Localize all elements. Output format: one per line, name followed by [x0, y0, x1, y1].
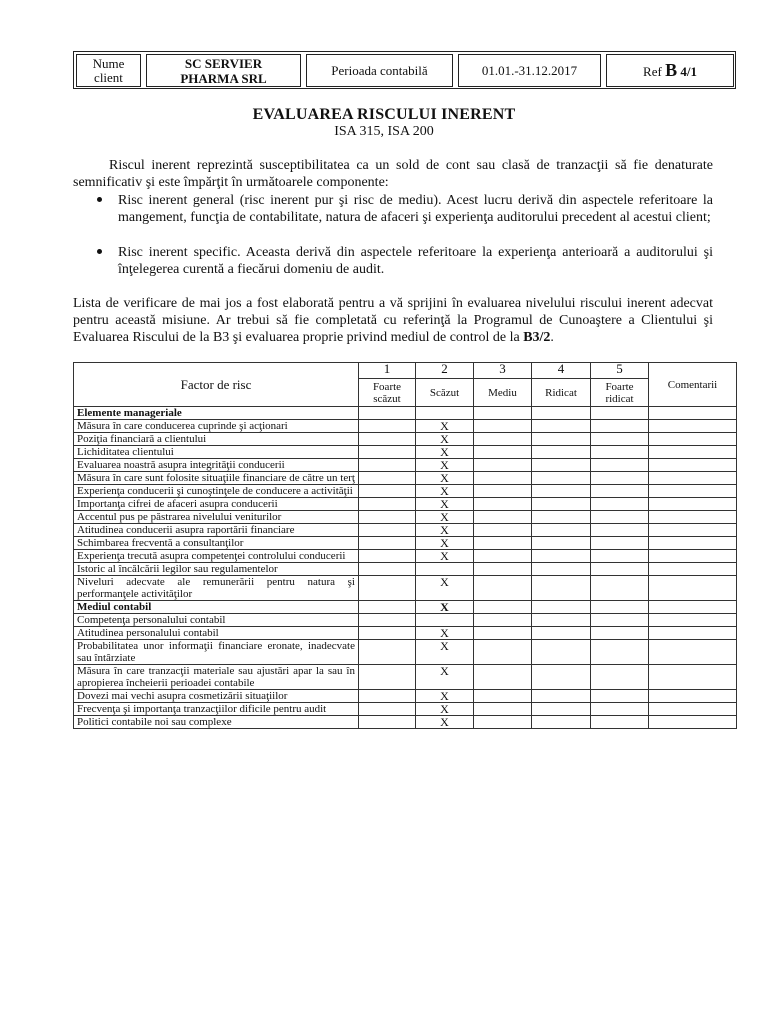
rating-cell-2: X [416, 550, 474, 563]
rating-cell-2 [416, 407, 474, 420]
rating-cell-5 [591, 498, 649, 511]
table-row [74, 537, 737, 550]
rating-cell-4 [532, 716, 591, 729]
level-label-1: Foarte scăzut [359, 379, 416, 407]
rating-cell-3 [474, 563, 532, 576]
level-num-4: 4 [532, 363, 591, 379]
comment-cell [649, 627, 737, 640]
rating-cell-5 [591, 524, 649, 537]
rating-cell-2: X [416, 498, 474, 511]
risk-factor-label: Istoric al încălcării legilor sau regulamentelor [74, 563, 359, 576]
rating-cell-3 [474, 420, 532, 433]
rating-cell-2: X [416, 627, 474, 640]
rating-cell-4 [532, 498, 591, 511]
level-num-5: 5 [591, 363, 649, 379]
risk-factor-label: Evaluarea noastră asupra integrităţii conducerii [74, 459, 359, 472]
page-subtitle: ISA 315, ISA 200 [334, 124, 434, 139]
rating-cell-4 [532, 472, 591, 485]
rating-cell-2: X [416, 485, 474, 498]
rating-cell-1 [359, 485, 416, 498]
rating-cell-1 [359, 524, 416, 537]
rating-cell-3 [474, 537, 532, 550]
risk-factor-label: Atitudinea conducerii asupra raportării financiare [74, 524, 359, 537]
level-num-3: 3 [474, 363, 532, 379]
comment-cell [649, 459, 737, 472]
rating-cell-4 [532, 690, 591, 703]
rating-cell-1 [359, 563, 416, 576]
comment-cell [649, 640, 737, 665]
rating-cell-4 [532, 420, 591, 433]
risk-factor-label: Poziţia financiară a clientului [74, 433, 359, 446]
table-row [74, 511, 737, 524]
rating-cell-1 [359, 665, 416, 690]
factor-header-label: Factor de risc [180, 376, 252, 392]
rating-cell-5 [591, 407, 649, 420]
comment-cell [649, 576, 737, 601]
level-num-2: 2 [416, 363, 474, 379]
level-label-5: Foarte ridicat [591, 379, 649, 407]
section-row [74, 407, 737, 420]
risk-factor-label: Lichiditatea clientului [74, 446, 359, 459]
level-label-4: Ridicat [532, 379, 591, 407]
rating-cell-3 [474, 485, 532, 498]
rating-cell-4 [532, 537, 591, 550]
comment-cell [649, 665, 737, 690]
rating-cell-3 [474, 472, 532, 485]
comments-header-label: Comentarii [667, 378, 718, 391]
rating-cell-3 [474, 716, 532, 729]
rating-cell-5 [591, 446, 649, 459]
comment-cell [649, 703, 737, 716]
table-row [74, 472, 737, 485]
table-row [74, 627, 737, 640]
comment-cell [649, 472, 737, 485]
risk-factor-label: Dovezi mai vechi asupra cosmetizării situaţiilor [74, 690, 359, 703]
rating-cell-1 [359, 614, 416, 627]
comment-cell [649, 550, 737, 563]
header-table [76, 54, 734, 87]
rating-cell-3 [474, 446, 532, 459]
risk-factor-label: Importanţa cifrei de afaceri asupra conducerii [74, 498, 359, 511]
rating-cell-2: X [416, 640, 474, 665]
table-row [74, 498, 737, 511]
rating-cell-5 [591, 576, 649, 601]
rating-cell-1 [359, 550, 416, 563]
bullet-dot-2 [97, 249, 102, 254]
rating-cell-5 [591, 459, 649, 472]
comment-cell [649, 407, 737, 420]
rating-cell-5 [591, 690, 649, 703]
risk-factor-label: Măsura în care tranzacţii materiale sau ajustări apar la sau în apropierea încheierii perioadei contabile [74, 665, 359, 690]
rating-cell-2: X [416, 716, 474, 729]
rating-cell-5 [591, 420, 649, 433]
rating-cell-5 [591, 640, 649, 665]
risk-factor-label: Experienţa conducerii şi cunoştinţele de conducere a activităţii [74, 485, 359, 498]
rating-cell-5 [591, 433, 649, 446]
rating-cell-3 [474, 614, 532, 627]
rating-cell-2: X [416, 459, 474, 472]
rating-cell-4 [532, 601, 591, 614]
rating-cell-3 [474, 601, 532, 614]
table-row [74, 459, 737, 472]
rating-cell-5 [591, 511, 649, 524]
client-name: SC SERVIER PHARMA SRL [180, 55, 267, 86]
table-row [74, 690, 737, 703]
rating-cell-3 [474, 407, 532, 420]
rating-cell-3 [474, 703, 532, 716]
rating-cell-3 [474, 690, 532, 703]
rating-cell-1 [359, 407, 416, 420]
risk-factor-label: Politici contabile noi sau complexe [74, 716, 359, 729]
period-value-cell [459, 55, 601, 87]
client-label: Nume client [92, 55, 125, 85]
rating-cell-4 [532, 459, 591, 472]
table-row [74, 716, 737, 729]
rating-cell-1 [359, 576, 416, 601]
rating-cell-1 [359, 459, 416, 472]
factor-header [74, 363, 359, 407]
risk-factor-label: Măsura în care sunt folosite situaţiile financiare de către un terţ [74, 472, 359, 485]
rating-cell-5 [591, 550, 649, 563]
table-row [74, 485, 737, 498]
rating-cell-5 [591, 716, 649, 729]
rating-cell-2: X [416, 537, 474, 550]
period-value: 01.01.-31.12.2017 [481, 62, 578, 78]
bullet-item-1: Risc inerent general (risc inerent pur şi risc de mediu). Acest lucru derivă din aspectele referitoare la mangement, funcţia de contabilitate, natura de afaceri şi experienţa auditorului precedent al acestui client; [118, 193, 713, 225]
level-label-2: Scăzut [416, 379, 474, 407]
rating-cell-2: X [416, 433, 474, 446]
rating-cell-1 [359, 472, 416, 485]
rating-cell-1 [359, 703, 416, 716]
rating-cell-3 [474, 640, 532, 665]
ref-number: 4/1 [680, 64, 697, 79]
rating-cell-2 [416, 614, 474, 627]
rating-cell-3 [474, 524, 532, 537]
comment-cell [649, 537, 737, 550]
rating-cell-3 [474, 511, 532, 524]
rating-cell-2 [416, 563, 474, 576]
rating-cell-4 [532, 703, 591, 716]
risk-factor-label: Competenţa personalului contabil [74, 614, 359, 627]
checklist-ref: B3/2 [523, 330, 551, 345]
rating-cell-5 [591, 472, 649, 485]
period-label: Perioada contabilă [331, 62, 428, 78]
comment-cell [649, 511, 737, 524]
risk-factor-label: Atitudinea personalului contabil [74, 627, 359, 640]
rating-cell-4 [532, 665, 591, 690]
rating-cell-2: X [416, 576, 474, 601]
rating-cell-5 [591, 601, 649, 614]
rating-cell-3 [474, 459, 532, 472]
rating-cell-5 [591, 563, 649, 576]
risk-factor-label: Niveluri adecvate ale remunerării pentru natura şi performanţele activităţilor [74, 576, 359, 601]
comment-cell [649, 485, 737, 498]
rating-cell-2: X [416, 472, 474, 485]
rating-cell-5 [591, 703, 649, 716]
table-row [74, 446, 737, 459]
rating-cell-5 [591, 537, 649, 550]
rating-cell-4 [532, 433, 591, 446]
risk-factor-label: Frecvenţa şi importanţa tranzacţiilor dificile pentru audit [74, 703, 359, 716]
rating-cell-2: X [416, 511, 474, 524]
comment-cell [649, 446, 737, 459]
table-row [74, 563, 737, 576]
rating-cell-4 [532, 407, 591, 420]
comment-cell [649, 498, 737, 511]
risk-factor-label: Măsura în care conducerea cuprinde şi acţionari [74, 420, 359, 433]
comment-cell [649, 524, 737, 537]
rating-cell-1 [359, 640, 416, 665]
section-row [74, 601, 737, 614]
rating-cell-4 [532, 511, 591, 524]
rating-cell-3 [474, 550, 532, 563]
rating-cell-3 [474, 498, 532, 511]
rating-cell-4 [532, 446, 591, 459]
rating-cell-2: X [416, 665, 474, 690]
table-row [74, 524, 737, 537]
rating-cell-4 [532, 640, 591, 665]
rating-cell-1 [359, 627, 416, 640]
comment-cell [649, 614, 737, 627]
ref-label: Ref [643, 64, 662, 79]
comment-cell [649, 690, 737, 703]
checklist-text: Lista de verificare de mai jos a fost elaborată pentru a vă sprijini în evaluarea nivelului riscului inerent adecvat pentru această misiune. Ar trebui să fie completată cu referinţă la Programul de Cunoaştere a Clientului şi Evaluarea Riscului de la B3 şi evaluarea proprie privind mediul de control de la [73, 296, 713, 345]
comment-cell [649, 563, 737, 576]
rating-cell-2: X [416, 524, 474, 537]
rating-cell-1 [359, 601, 416, 614]
rating-cell-5 [591, 627, 649, 640]
client-name-cell [147, 55, 301, 87]
rating-cell-2: X [416, 601, 474, 614]
level-label-3: Mediu [474, 379, 532, 407]
intro-text: Riscul inerent reprezintă susceptibilitatea ca un sold de cont sau clasă de tranzacţii să fie denaturate semnificativ şi este împărţit în următoarele componente: [73, 158, 713, 190]
rating-cell-2: X [416, 420, 474, 433]
risk-factor-label: Accentul pus pe păstrarea nivelului veniturilor [74, 511, 359, 524]
comment-cell [649, 433, 737, 446]
table-row [74, 614, 737, 627]
table-row [74, 703, 737, 716]
rating-cell-1 [359, 690, 416, 703]
rating-cell-1 [359, 420, 416, 433]
ref-letter: B [665, 60, 678, 80]
table-row [74, 550, 737, 563]
risk-table [73, 362, 737, 729]
rating-cell-5 [591, 665, 649, 690]
comment-cell [649, 420, 737, 433]
rating-cell-2: X [416, 690, 474, 703]
table-row [74, 640, 737, 665]
rating-cell-2: X [416, 446, 474, 459]
period-label-cell [307, 55, 453, 87]
table-row [74, 576, 737, 601]
comment-cell [649, 601, 737, 614]
rating-cell-4 [532, 524, 591, 537]
comments-header [649, 363, 737, 407]
checklist-paragraph [73, 295, 713, 346]
rating-cell-4 [532, 614, 591, 627]
client-label-cell [77, 55, 141, 87]
risk-factor-label: Probabilitatea unor informaţii financiare eronate, inadecvate sau întârziate [74, 640, 359, 665]
rating-cell-4 [532, 485, 591, 498]
risk-factor-label: Experienţa trecută asupra competenţei controlului conducerii [74, 550, 359, 563]
table-row [74, 665, 737, 690]
table-row [74, 433, 737, 446]
rating-cell-3 [474, 627, 532, 640]
bullet-item-2: Risc inerent specific. Aceasta derivă din aspectele referitoare la experienţa anterioară a auditorului şi înţelegerea curentă a fiecărui domeniu de audit. [118, 245, 713, 277]
table-row [74, 420, 737, 433]
rating-cell-4 [532, 550, 591, 563]
ref-cell [607, 55, 734, 87]
bullet-dot-1 [97, 197, 102, 202]
rating-cell-1 [359, 498, 416, 511]
comment-cell [649, 716, 737, 729]
rating-cell-1 [359, 716, 416, 729]
checklist-end: . [550, 330, 554, 345]
rating-cell-2: X [416, 703, 474, 716]
intro-paragraph [73, 157, 713, 191]
rating-cell-4 [532, 576, 591, 601]
rating-cell-5 [591, 614, 649, 627]
rating-cell-3 [474, 576, 532, 601]
risk-factor-label: Schimbarea frecventă a consultanţilor [74, 537, 359, 550]
rating-cell-1 [359, 433, 416, 446]
risk-table-body [74, 407, 737, 729]
level-num-1: 1 [359, 363, 416, 379]
rating-cell-3 [474, 665, 532, 690]
rating-cell-1 [359, 537, 416, 550]
rating-cell-4 [532, 627, 591, 640]
rating-cell-3 [474, 433, 532, 446]
rating-cell-4 [532, 563, 591, 576]
rating-cell-5 [591, 485, 649, 498]
rating-cell-1 [359, 446, 416, 459]
section-label: Mediul contabil [74, 601, 359, 614]
rating-cell-1 [359, 511, 416, 524]
section-label: Elemente manageriale [74, 407, 359, 420]
page-title: EVALUAREA RISCULUI INERENT [252, 106, 516, 123]
